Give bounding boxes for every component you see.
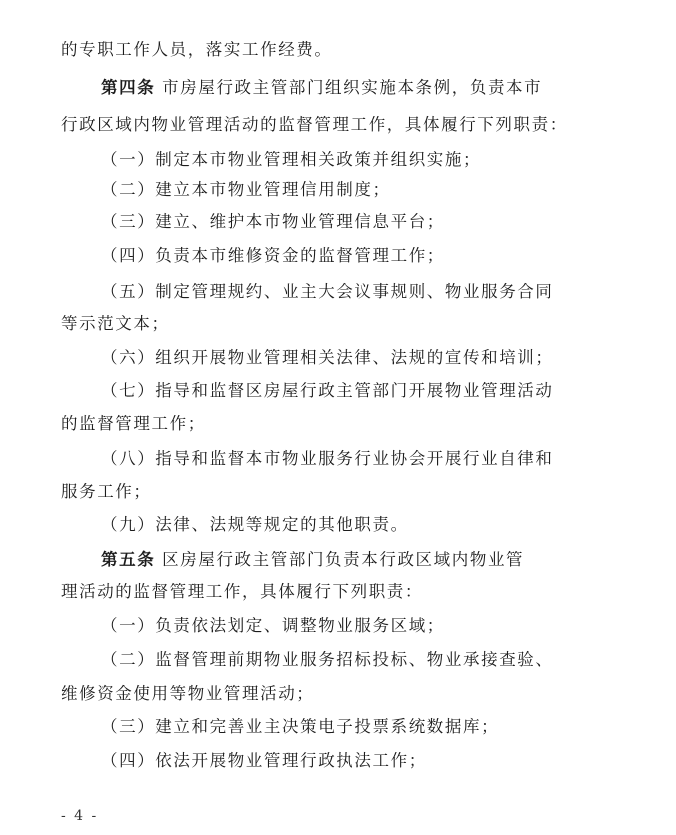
list-item: （七）指导和监督区房屋行政主管部门开展物业管理活动: [101, 381, 554, 400]
list-item: （一）负责依法划定、调整物业服务区域；: [101, 616, 445, 635]
list-item: （四）依法开展物业管理行政执法工作；: [101, 751, 427, 770]
text-line: 行政区域内物业管理活动的监督管理工作，具体履行下列职责：: [61, 115, 568, 134]
list-item: （六）组织开展物业管理相关法律、法规的宣传和培训；: [101, 348, 554, 367]
text-line: 的专职工作人员，落实工作经费。: [61, 40, 333, 59]
text-line: 的监督管理工作；: [61, 414, 206, 433]
article-heading: 第四条: [101, 78, 156, 97]
list-item: （四）负责本市维修资金的监督管理工作；: [101, 246, 445, 265]
list-item: （九）法律、法规等规定的其他职责。: [101, 515, 409, 534]
list-item: （三）建立、维护本市物业管理信息平台；: [101, 212, 445, 231]
text-line: 等示范文本；: [61, 314, 170, 333]
list-item: （八）指导和监督本市物业服务行业协会开展行业自律和: [101, 449, 554, 468]
article-5-line: 第五条 区房屋行政主管部门负责本行政区域内物业管: [101, 550, 525, 569]
list-item: （二）建立本市物业管理信用制度；: [101, 180, 391, 199]
list-item: （二）监督管理前期物业服务招标投标、物业承接查验、: [101, 650, 554, 669]
page-number: - 4 -: [61, 808, 99, 824]
text-line: 服务工作；: [61, 482, 152, 501]
article-heading: 第五条: [101, 550, 156, 569]
list-item: （三）建立和完善业主决策电子投票系统数据库；: [101, 717, 500, 736]
text-line: 理活动的监督管理工作，具体履行下列职责：: [61, 582, 423, 601]
list-item: （五）制定管理规约、业主大会议事规则、物业服务合同: [101, 282, 554, 301]
text-line: 维修资金使用等物业管理活动；: [61, 684, 315, 703]
article-4-line: 第四条 市房屋行政主管部门组织实施本条例，负责本市: [101, 78, 543, 97]
list-item: （一）制定本市物业管理相关政策并组织实施；: [101, 150, 482, 169]
